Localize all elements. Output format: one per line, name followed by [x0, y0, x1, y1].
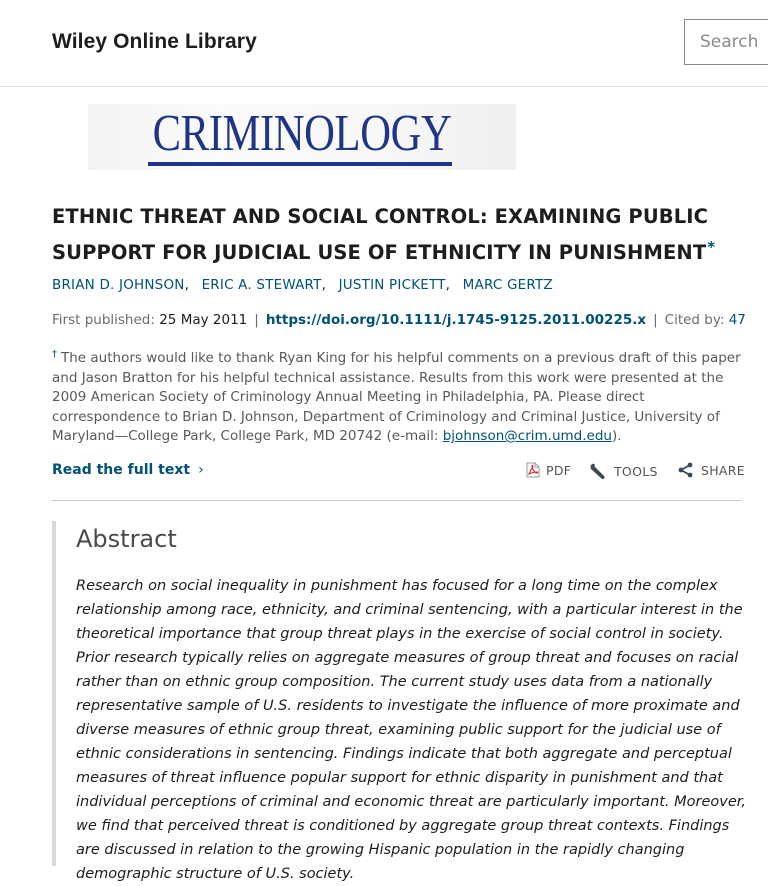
- wrench-icon: [588, 462, 608, 480]
- share-button[interactable]: [677, 462, 745, 478]
- abstract-heading: Abstract: [76, 525, 177, 553]
- journal-banner-title: CRIMINOLOGY: [152, 105, 452, 162]
- section-divider: [52, 500, 742, 501]
- cited-by-count[interactable]: 47: [728, 312, 746, 328]
- pubinfo-separator: |: [653, 312, 658, 328]
- email-link[interactable]: bjohnson@crim.umd.edu: [442, 428, 612, 444]
- chevron-right-icon: ›: [198, 462, 204, 478]
- pdf-button[interactable]: [526, 462, 571, 478]
- search-input[interactable]: [684, 19, 768, 65]
- author-separator: ,: [184, 277, 190, 293]
- author-footnote: [52, 345, 744, 447]
- author-link[interactable]: MARC GERTZ: [462, 277, 553, 293]
- pdf-icon: [526, 462, 540, 478]
- site-brand[interactable]: Wiley Online Library: [52, 30, 257, 53]
- journal-banner[interactable]: [88, 104, 516, 170]
- read-full-text-label: Read the full text: [52, 462, 191, 478]
- read-full-text-link[interactable]: [52, 462, 204, 478]
- tools-label: TOOLS: [614, 463, 658, 479]
- author-separator: ,: [321, 277, 327, 293]
- footnote-mark: †: [52, 349, 57, 360]
- journal-banner-rule: [148, 162, 452, 166]
- author-separator: ,: [445, 277, 451, 293]
- first-published-date: 25 May 2011: [159, 312, 248, 328]
- share-label: SHARE: [701, 462, 745, 478]
- abstract-text: Research on social inequality in punishment has focused for a long time on the complex relationship among race, ethnicity, and criminal sentencing, with a particular interest in the theoretical importance that group threat plays in the exercise of social control in society. Prior research typically relies on aggregate measures of group threat and focuses on racial rather than on ethnic group composition. The current study uses data from a nationally representative sample of U.S. residents to investigate the influence of more proximate and diverse measures of ethnic group threat, examining public support for the judicial use of ethnic considerations in sentencing. Findings indicate that both aggregate and perceptual measures of threat influence popular support for ethnic disparity in punishment and that individual perceptions of criminal and economic threat are particularly important. Moreover, we find that perceived threat is conditioned by aggregate group threat contexts. Findings are discussed in relation to the growing Hispanic population in the rapidly changing demographic structure of U.S. society.: [76, 578, 747, 882]
- footnote-text: The authors would like to thank Ryan King for his helpful comments on a previous draft of this paper and Jason Bratton for his helpful technical assistance. Results from this work were presented at the 2009 American Society of Criminology Annual Meeting in Philadelphia, PA. Please direct correspondence to Brian D. Johnson, Department of Criminology and Criminal Justice, University of Maryland—College Park, College Park, MD 20742 (e-mail:: [52, 350, 741, 444]
- author-link[interactable]: BRIAN D. JOHNSON: [52, 277, 185, 293]
- abstract-section: [52, 521, 752, 882]
- article-title: [52, 201, 742, 268]
- author-link[interactable]: ERIC A. STEWART: [201, 277, 322, 293]
- footnote-end: ).: [611, 428, 622, 444]
- cited-by-label: Cited by:: [664, 312, 725, 328]
- title-footnote-mark[interactable]: *: [707, 238, 716, 256]
- doi-link[interactable]: https://doi.org/10.1111/j.1745-9125.2011.00225.x: [265, 312, 647, 328]
- article-title-text: ETHNIC THREAT AND SOCIAL CONTROL: EXAMINING PUBLIC SUPPORT FOR JUDICIAL USE OF ETHNICITY IN PUNISHMENT: [52, 205, 709, 264]
- pdf-label: PDF: [546, 462, 572, 478]
- publication-info: [52, 312, 746, 328]
- site-header: [0, 0, 768, 87]
- tools-button[interactable]: [588, 462, 658, 480]
- first-published-label: First published:: [52, 312, 155, 328]
- author-list: [52, 277, 553, 293]
- author-link[interactable]: JUSTIN PICKETT: [338, 277, 446, 293]
- pubinfo-separator: |: [254, 312, 259, 328]
- share-icon: [677, 462, 695, 478]
